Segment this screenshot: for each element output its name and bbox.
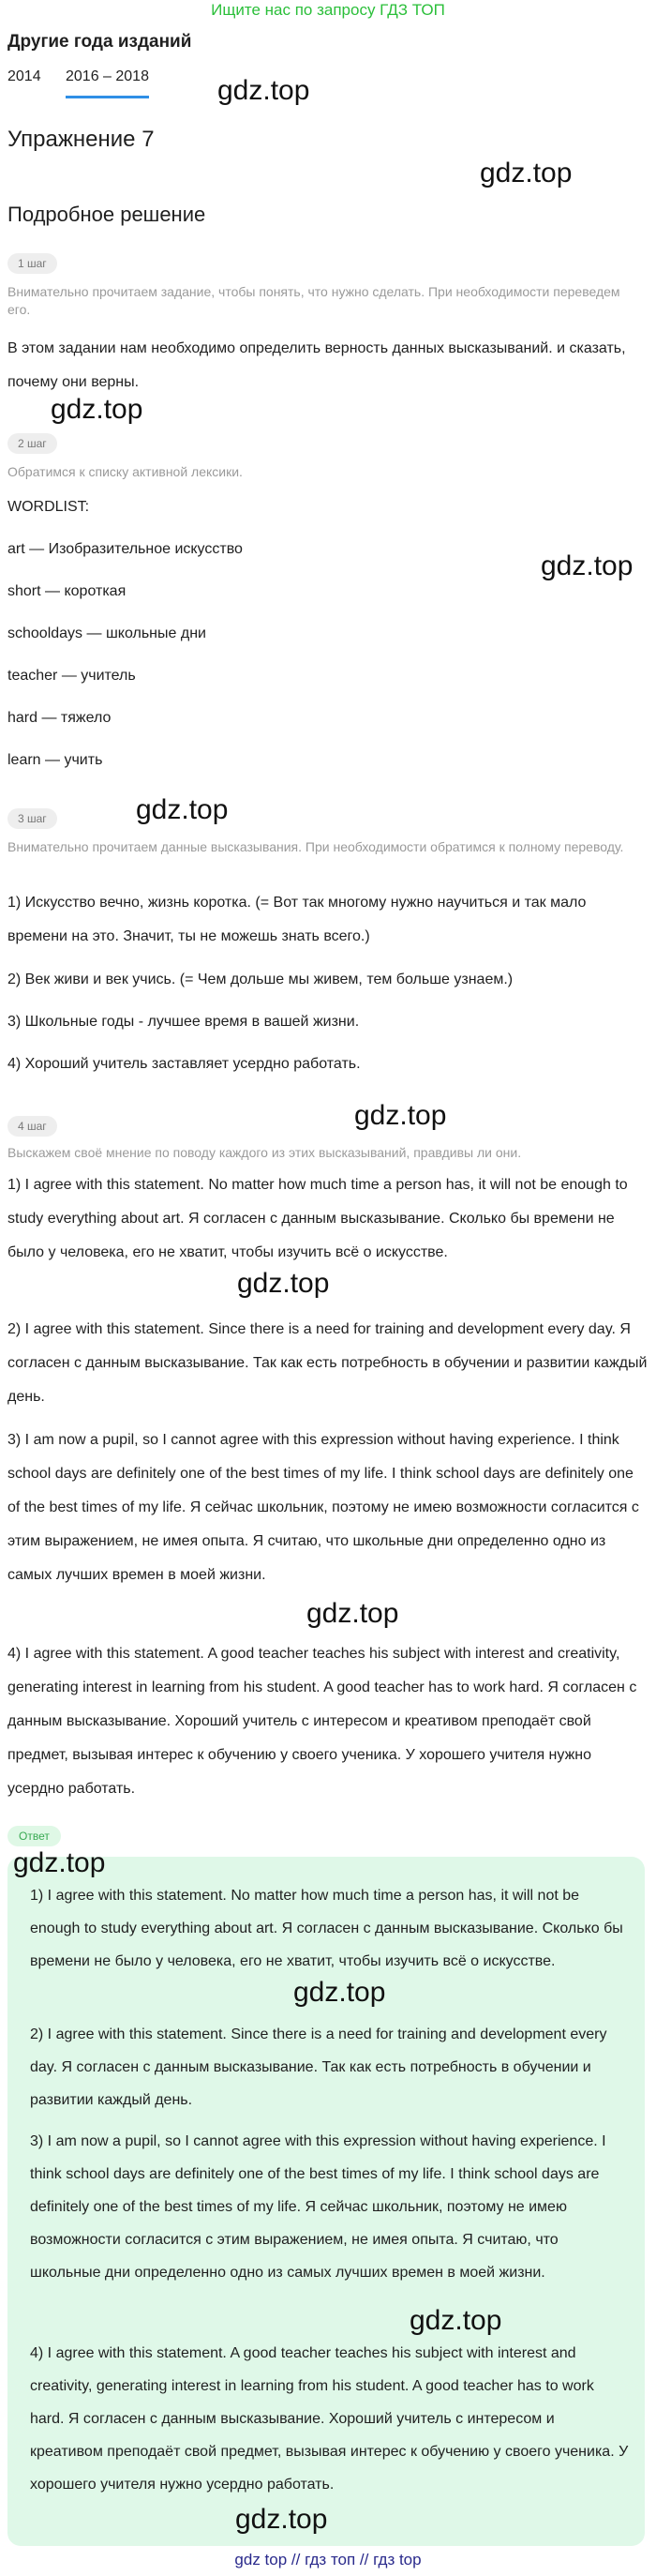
watermark: gdz.top xyxy=(354,1100,447,1131)
step-note-4: Выскажем своё мнение по поводу каждого из этих высказываний, правдивы ли они. xyxy=(7,1145,522,1160)
watermark: gdz.top xyxy=(410,2305,502,2336)
watermark: gdz.top xyxy=(237,1268,330,1299)
watermark: gdz.top xyxy=(235,2504,328,2535)
opinion-item: 1) I agree with this statement. No matter how much time a person has, it will not be enough to study everything about art. Я согласен с данным высказывание. Сколько бы времени не было у человека, его не хватит, чтобы изучить всё о искусстве. xyxy=(7,1177,628,1260)
statement-item: 2) Век живи и век учись. (= Чем дольше мы живем, тем больше узнаем.) xyxy=(7,972,514,987)
year-tab-2014[interactable]: 2014 xyxy=(7,68,41,84)
watermark: gdz.top xyxy=(480,158,573,188)
opinion-item: 2) I agree with this statement. Since there is a need for training and development every day. Я согласен с данным высказывание. Так как есть потребность в обучении и развитии каждый день. xyxy=(7,1321,648,1405)
wordlist-item: hard — тяжело xyxy=(7,710,112,726)
wordlist-item: learn — учить xyxy=(7,752,103,768)
answer-item: 4) I agree with this statement. A good teacher teaches his subject with interest and creativity, generating interest in learning from his student. A good teacher has to work hard. Я согласен с данным высказывание. Хороший учитель с интересом и креативом преподаёт свой предмет, вызывая интерес к обучению у своего ученика. У хорошего учителя нужно усердно работать. xyxy=(30,2345,629,2493)
wordlist-title: WORDLIST: xyxy=(7,499,90,515)
watermark: gdz.top xyxy=(541,550,634,581)
wordlist-item: art — Изобразительное искусство xyxy=(7,541,243,557)
search-promo-link[interactable]: Ищите нас по запросу ГДЗ ТОП xyxy=(211,1,445,19)
opinion-item: 4) I agree with this statement. A good teacher teaches his subject with interest and creativity, generating interest in learning from his student. A good teacher has to work hard. Я согласен с данным высказывание. Хороший учитель с интересом и креативом преподаёт свой предмет, вызывая интерес к обучению у своего ученика. У хорошего учителя нужно усердно работать. xyxy=(7,1646,637,1797)
watermark: gdz.top xyxy=(306,1598,399,1629)
answer-item: 3) I am now a pupil, so I cannot agree with this expression without having experience. I think school days are definitely one of the best times of my life. I think school days are definitely one of the best times of my life. Я сейчас школьник, поэтому не имею возможности согласится с этим выражением, не имея опыта. Я считаю, что школьные дни определенно одно из самых лучших времен в моей жизни. xyxy=(30,2133,606,2281)
answer-badge: Ответ xyxy=(7,1826,61,1846)
step-note-2: Обратимся к списку активной лексики. xyxy=(7,464,243,479)
answer-item: 1) I agree with this statement. No matter how much time a person has, it will not be enough to study everything about art. Я согласен с данным высказывание. Сколько бы времени не было у человека, его не хватит, чтобы изучить всё о искусстве. xyxy=(30,1888,623,1969)
wordlist-item: schooldays — школьные дни xyxy=(7,625,206,641)
wordlist-item: short — короткая xyxy=(7,583,127,599)
statement-item: 4) Хороший учитель заставляет усердно работать. xyxy=(7,1056,361,1072)
step-badge-2: 2 шаг xyxy=(7,433,57,454)
watermark: gdz.top xyxy=(13,1847,106,1878)
watermark: gdz.top xyxy=(293,1977,386,2008)
solution-title: Подробное решение xyxy=(7,203,206,226)
watermark: gdz.top xyxy=(136,794,229,825)
wordlist-item: teacher — учитель xyxy=(7,668,136,684)
step-badge-4: 4 шаг xyxy=(7,1116,57,1137)
step-note-3: Внимательно прочитаем данные высказывания. При необходимости обратимся к полному переводу. xyxy=(7,839,624,854)
statement-item: 1) Искусство вечно, жизнь коротка. (= Вот так многому нужно научиться и так мало времени на это. Значит, ты не можешь знать всего.) xyxy=(7,895,587,944)
other-years-heading: Другие года изданий xyxy=(7,32,192,52)
step-badge-3: 3 шаг xyxy=(7,808,57,829)
step-text-1: В этом задании нам необходимо определить верность данных высказываний. и сказать, почему они верны. xyxy=(7,340,626,390)
footer-links[interactable]: gdz top // гдз топ // гдз top xyxy=(234,2551,422,2568)
step-badge-1: 1 шаг xyxy=(7,253,57,274)
statement-item: 3) Школьные годы - лучшее время в вашей жизни. xyxy=(7,1014,360,1030)
exercise-title: Упражнение 7 xyxy=(7,127,155,152)
year-tab-2016-2018[interactable]: 2016 – 2018 xyxy=(66,68,149,98)
step-note-1: Внимательно прочитаем задание, чтобы понять, что нужно сделать. При необходимости переведем его. xyxy=(7,284,620,317)
opinion-item: 3) I am now a pupil, so I cannot agree with this expression without having experience. I think school days are definitely one of the best times of my life. I think school days are definitely one of the best times of my life. Я сейчас школьник, поэтому не имею возможности согласится с этим выражением, не имея опыта. Я считаю, что школьные дни определенно одно из самых лучших времен в моей жизни. xyxy=(7,1432,639,1583)
watermark: gdz.top xyxy=(51,394,143,425)
watermark: gdz.top xyxy=(217,75,310,106)
answer-item: 2) I agree with this statement. Since there is a need for training and development every day. Я согласен с данным высказывание. Так как есть потребность в обучении и развитии каждый день. xyxy=(30,2026,607,2108)
